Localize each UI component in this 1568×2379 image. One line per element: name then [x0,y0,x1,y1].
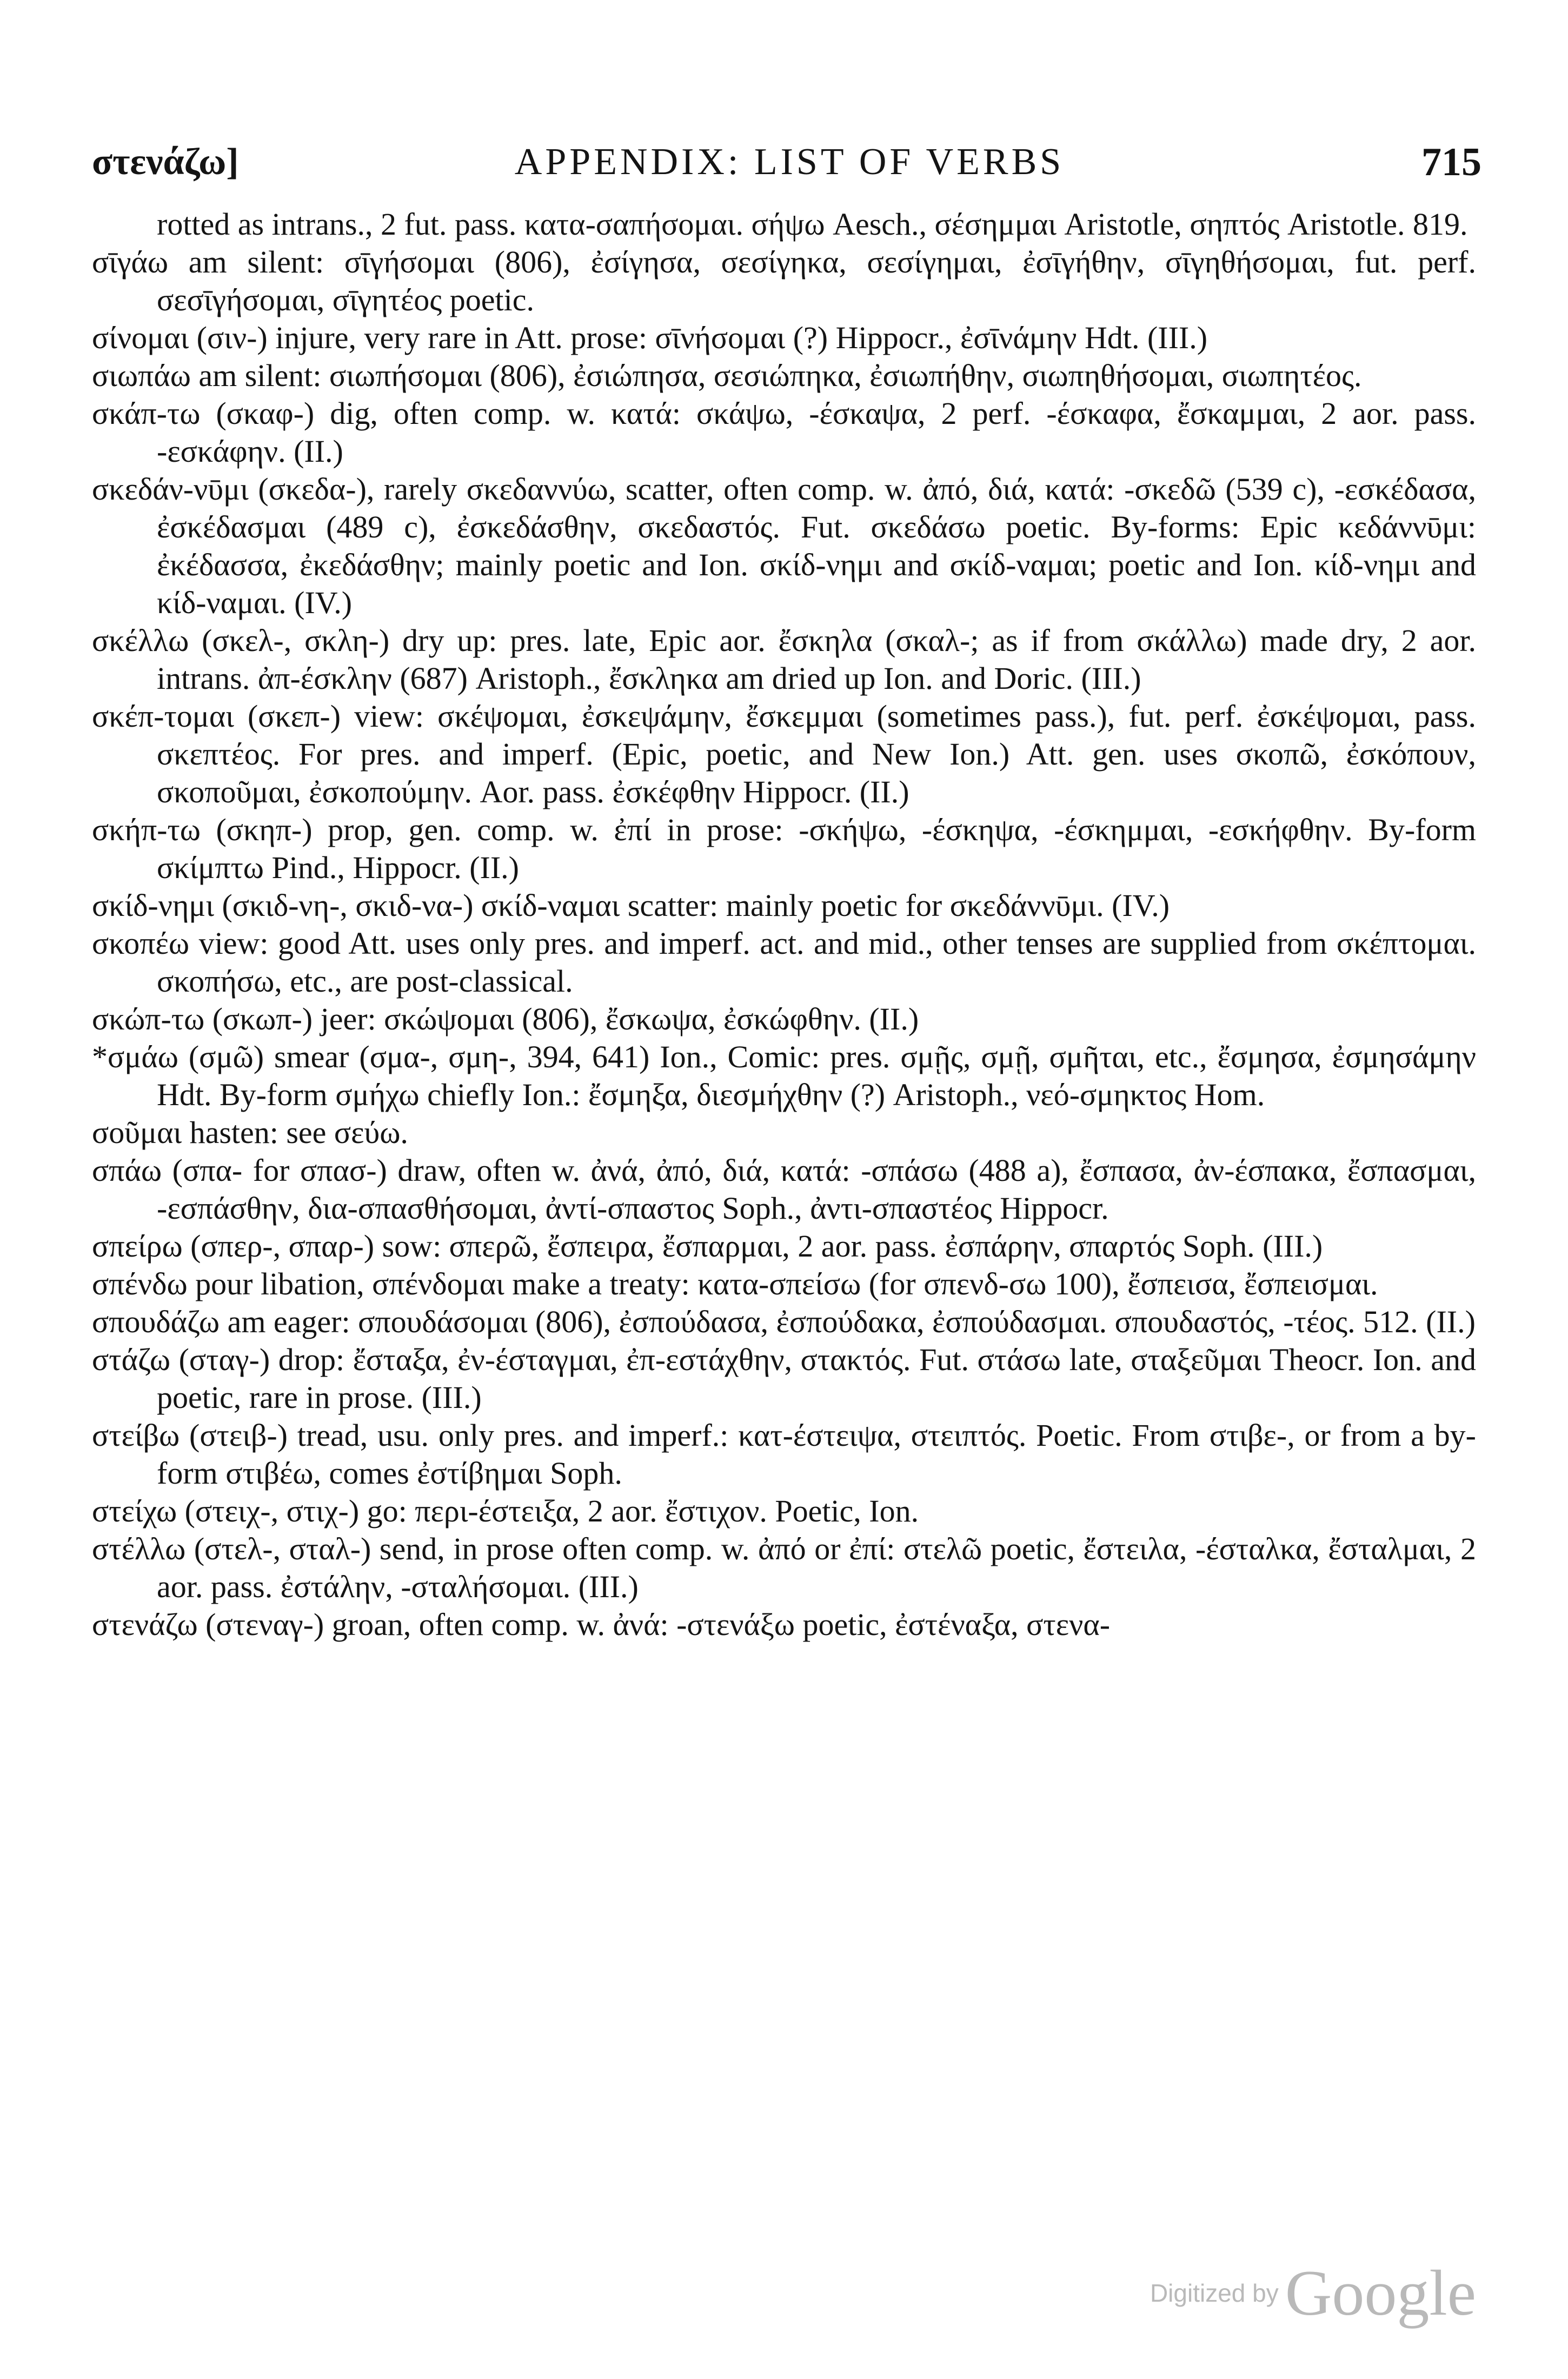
verb-entry: σκάπ-τω (σκαφ-) dig, often comp. w. κατά: σκάψω, -έσκαψα, 2 perf. -έσκαφα, ἔσκαμμαι, 2 aor. pass. -εσκάφην. (II.) [92,396,1476,469]
verb-entry: σκοπέω view: good Att. uses only pres. and imperf. act. and mid., other tenses are supplied from σκέπτομαι. σκοπήσω, etc., are post-classical. [92,926,1476,999]
verb-entry: σῑγάω am silent: σῑγήσομαι (806), ἐσίγησα, σεσίγηκα, σεσίγημαι, ἐσῑγήθην, σῑγηθήσομαι, fut. perf. σεσῑγήσομαι, σῑγητέος poetic. [92,244,1476,317]
verb-entry: σιωπάω am silent: σιωπήσομαι (806), ἐσιώπησα, σεσιώπηκα, ἐσιωπήθην, σιωπηθήσομαι, σιωπητέος. [92,358,1362,393]
catchword: στενάζω] [92,141,239,183]
verb-entry: στέλλω (στελ-, σταλ-) send, in prose often comp. w. ἀπό or ἐπί: στελῶ poetic, ἔστειλα, -έσταλκα, ἔσταλμαι, 2 aor. pass. ἐστάλην, -σταλήσομαι. (III.) [92,1531,1476,1604]
verb-entry: σοῦμαι hasten: see σεύω. [92,1115,408,1150]
verb-entry: στείχω (στειχ-, στιχ-) go: περι-έστειξα, 2 aor. ἔστιχον. Poetic, Ion. [92,1493,919,1529]
verb-entry: σκέλλω (σκελ-, σκλη-) dry up: pres. late, Epic aor. ἔσκηλα (σκαλ-; as if from σκάλλω) made dry, 2 aor. intrans. ἀπ-έσκλην (687) Aristoph., ἔσκληκα am dried up Ion. and Doric. (III.) [92,623,1476,696]
book-page [92,130,1487,2336]
verb-entry: στείβω (στειβ-) tread, usu. only pres. and imperf.: κατ-έστειψα, στειπτός. Poetic. From στιβε-, or from a by-form στιβέω, comes ἐστίβημαι Soph. [92,1418,1476,1491]
digitized-by-label: Digitized by [1150,2279,1279,2307]
verb-entry: σπουδάζω am eager: σπουδάσομαι (806), ἐσπούδασα, ἐσπούδακα, ἐσπούδασμαι. σπουδαστός, -τέος. 512. (II.) [92,1304,1476,1339]
verb-entry: σπάω (σπα- for σπασ-) draw, often w. ἀνά, ἀπό, διά, κατά: -σπάσω (488 a), ἔσπασα, ἀν-έσπακα, ἔσπασμαι, -εσπάσθην, δια-σπασθήσομαι, ἀντί-σπαστος Soph., ἀντι-σπαστέος Hippocr. [92,1153,1476,1226]
verb-entry: σπείρω (σπερ-, σπαρ-) sow: σπερῶ, ἔσπειρα, ἔσπαρμαι, 2 aor. pass. ἐσπάρην, σπαρτός Soph. (III.) [92,1228,1323,1264]
verb-entry: σπένδω pour libation, σπένδομαι make a treaty: κατα-σπείσω (for σπενδ-σω 100), ἔσπεισα, ἔσπεισμαι. [92,1266,1378,1301]
verb-entry: σκίδ-νημι (σκιδ-νη-, σκιδ-να-) σκίδ-ναμαι scatter: mainly poetic for σκεδάννῡμι. (IV.) [92,888,1170,923]
verb-list [92,205,1476,1644]
verb-entry: σκέπ-τομαι (σκεπ-) view: σκέψομαι, ἐσκεψάμην, ἔσκεμμαι (sometimes pass.), fut. perf. ἐσκέψομαι, pass. σκεπτέος. For pres. and imperf. (Epic, poetic, and New Ion.) Att. gen. uses σκοπῶ, ἐσκόπουν, σκοποῦμαι, ἐσκοπούμην. Aor. pass. ἐσκέφθην Hippocr. (II.) [92,699,1476,809]
verb-entry: σκήπ-τω (σκηπ-) prop, gen. comp. w. ἐπί in prose: -σκήψω, -έσκηψα, -έσκημμαι, -εσκήφθην. By-form σκίμπτω Pind., Hippocr. (II.) [92,812,1476,885]
verb-entry-continuation: rotted as intrans., 2 fut. pass. κατα-σαπήσομαι. σήψω Aesch., σέσημμαι Aristotle, σηπτός Aristotle. 819. [157,207,1468,242]
verb-entry: στενάζω (στεναγ-) groan, often comp. w. ἀνά: -στενάξω poetic, ἐστέναξα, στενα- [92,1607,1111,1642]
google-logo: Google [1285,2257,1476,2329]
verb-entry: σίνομαι (σιν-) injure, very rare in Att. prose: σῑνήσομαι (?) Hippocr., ἐσῑνάμην Hdt. (III.) [92,320,1208,355]
page-number: 715 [1421,140,1481,184]
verb-entry: *σμάω (σμῶ) smear (σμα-, σμη-, 394, 641) Ion., Comic: pres. σμῇς, σμῇ, σμῆται, etc., ἔσμησα, ἐσμησάμην Hdt. By-form σμήχω chiefly Ion.: ἔσμηξα, διεσμήχθην (?) Aristoph., νεό-σμηκτος Hom. [92,1039,1476,1112]
digitization-watermark [1150,2256,1476,2330]
verb-entry: σκώπ-τω (σκωπ-) jeer: σκώψομαι (806), ἔσκωψα, ἐσκώφθην. (II.) [92,1001,919,1036]
running-head [92,130,1487,195]
section-title: APPENDIX: LIST OF VERBS [514,141,1065,183]
verb-entry: στάζω (σταγ-) drop: ἔσταξα, ἐν-έσταγμαι, ἐπ-εστάχθην, στακτός. Fut. στάσω late, σταξεῦμαι Theocr. Ion. and poetic, rare in prose. (III.) [92,1342,1476,1415]
verb-entry: σκεδάν-νῡμι (σκεδα-), rarely σκεδαννύω, scatter, often comp. w. ἀπό, διά, κατά: -σκεδῶ (539 c), -εσκέδασα, ἐσκέδασμαι (489 c), ἐσκεδάσθην, σκεδαστός. Fut. σκεδάσω poetic. By-forms: Epic κεδάννῡμι: ἐκέδασσα, ἐκεδάσθην; mainly poetic and Ion. σκίδ-νημι and σκίδ-ναμαι; poetic and Ion. κίδ-νημι and κίδ-ναμαι. (IV.) [92,471,1476,620]
